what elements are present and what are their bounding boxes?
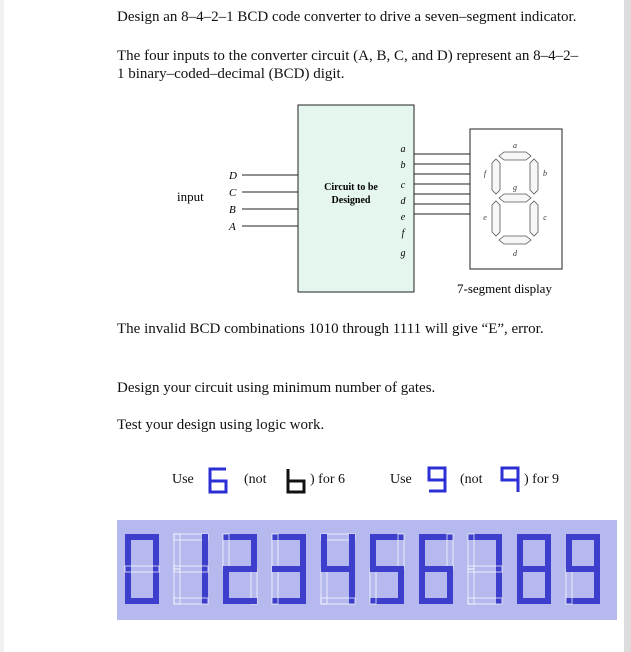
digit-4-segment-g [321, 566, 355, 572]
digit-9-segment-g [566, 566, 600, 572]
intro-line-2: 1 binary–coded–decimal (BCD) digit. [117, 66, 345, 82]
output-g: g [400, 248, 406, 259]
digit-2-segment-e [223, 569, 229, 604]
digit-8-segment-f [517, 534, 523, 569]
digit-9-segment-b [594, 534, 600, 569]
digit-8-segment-b [545, 534, 551, 569]
segment-label-e: e [483, 213, 487, 222]
digit-5-segment-d [370, 598, 404, 604]
design-note: Design your circuit using minimum number of gates. [117, 380, 436, 396]
segment-label-g: g [513, 183, 517, 192]
digit-4-segment-b [349, 534, 355, 569]
input-lines [242, 175, 298, 226]
output-e: e [400, 212, 406, 223]
nine-without-bottom-bar-icon [498, 466, 522, 494]
output-d: d [400, 196, 406, 207]
input-C: C [229, 187, 237, 199]
digit-8-segment-g [517, 566, 551, 572]
input-D: D [229, 170, 237, 182]
nine-with-bottom-bar-icon [425, 466, 449, 494]
segment-label-f: f [483, 169, 487, 178]
digit-6-segment-e [419, 569, 425, 604]
six-without-top-bar-icon [284, 467, 308, 495]
segment-label-d: d [513, 249, 517, 258]
digit-0-segment-f [125, 534, 131, 569]
digit-0-segment-e [125, 569, 131, 604]
digit-3-segment-b [300, 534, 306, 569]
output-a: a [400, 144, 406, 155]
box-label-line1: Circuit to be [324, 182, 378, 193]
digit-7-segment-c [496, 569, 502, 604]
segment-label-b: b [543, 169, 547, 178]
digit-4-segment-c [349, 569, 355, 604]
input-A: A [229, 221, 236, 233]
invalid-note: The invalid BCD combinations 1010 through 1111 will give “E”, error. [117, 321, 544, 337]
digit-1-segment-b [202, 534, 208, 569]
digit-strip [117, 520, 617, 620]
digit-0-segment-b [153, 534, 159, 569]
output-f: f [401, 228, 405, 239]
digit-5-segment-g [370, 566, 404, 572]
use9-for: ) for 9 [524, 472, 559, 487]
converter-diagram [0, 0, 631, 300]
segment-label-a: a [513, 141, 517, 150]
input-label: input [177, 189, 204, 204]
display-caption: 7-segment display [457, 281, 552, 296]
digit-9-segment-f [566, 534, 572, 569]
heading: Design an 8–4–2–1 BCD code converter to drive a seven–segment indicator. [117, 9, 577, 25]
digit-3-segment-d [272, 598, 306, 604]
digit-2-segment-b [251, 534, 257, 569]
segment-label-c: c [543, 213, 547, 222]
digit-2-segment-g [223, 566, 257, 572]
intro-line-1: The four inputs to the converter circuit (A, B, C, and D) represent an 8–4–2– [117, 48, 579, 64]
digit-4-segment-f [321, 534, 327, 569]
use6-not: (not [244, 472, 267, 487]
digit-1-segment-c [202, 569, 208, 604]
use6-for: ) for 6 [310, 472, 345, 487]
digit-6-segment-g [419, 566, 453, 572]
box-label-line2: Designed [331, 195, 371, 206]
use9-not: (not [460, 472, 483, 487]
digit-8-segment-e [517, 569, 523, 604]
use6-use: Use [172, 472, 194, 487]
digit-7-segment-b [496, 534, 502, 569]
input-B: B [229, 204, 236, 216]
output-b: b [400, 160, 406, 171]
output-lines [414, 154, 470, 214]
digit-6-segment-f [419, 534, 425, 569]
digit-3-segment-g [272, 566, 306, 572]
digit-9-segment-d [566, 598, 600, 604]
six-with-top-bar-icon [206, 467, 230, 495]
output-c: c [400, 180, 406, 191]
test-note: Test your design using logic work. [117, 417, 325, 433]
use9-use: Use [390, 472, 412, 487]
digit-5-segment-f [370, 534, 376, 569]
